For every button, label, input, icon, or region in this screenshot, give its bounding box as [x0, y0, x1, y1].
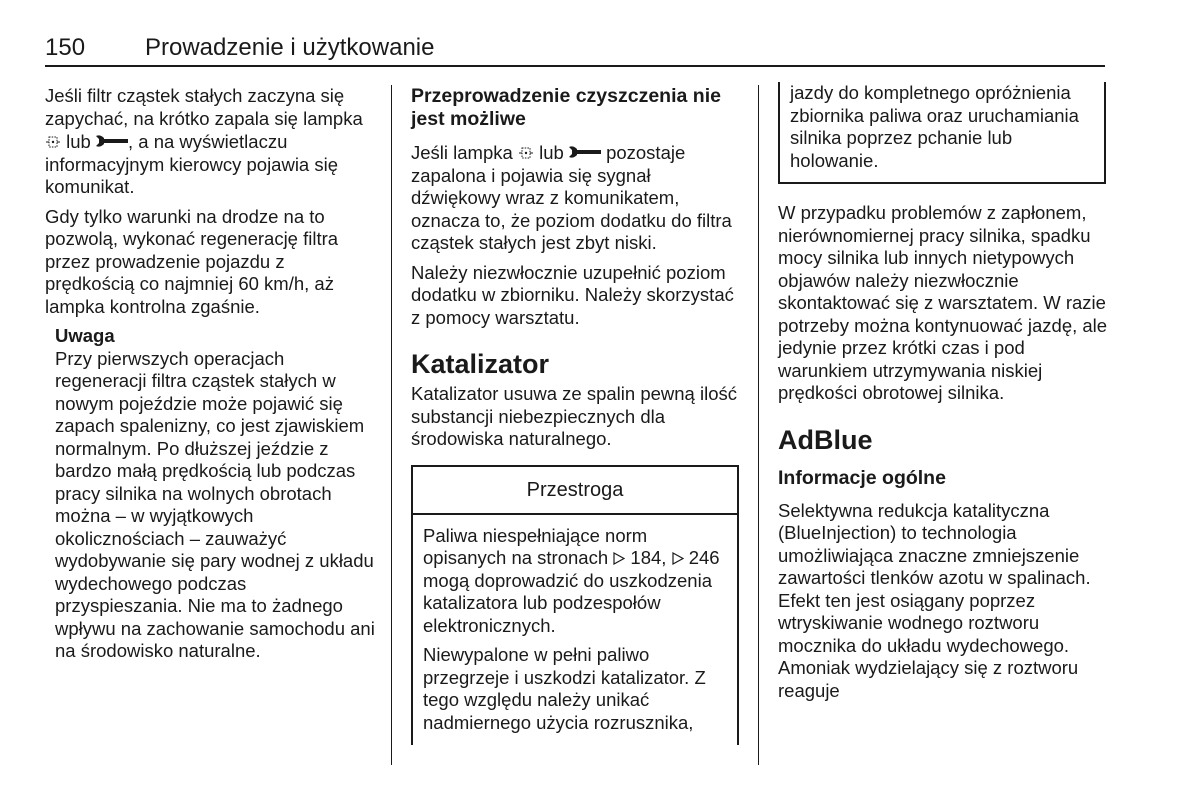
column-divider [758, 85, 759, 765]
text: Jeśli lampka [411, 142, 513, 163]
paragraph: Katalizator usuwa ze spalin pewną ilość substancji niebezpiecznych dla środowiska naturalnego. [411, 383, 737, 449]
wrench-icon [569, 141, 601, 153]
note-title: Uwaga [55, 325, 115, 346]
text: mogą doprowadzić do uszkodzenia katalizatora lub podzespołów elektronicznych. [423, 569, 712, 636]
column-2 [411, 85, 741, 745]
page-reference-arrow-icon [613, 548, 625, 561]
page-header [45, 32, 1105, 66]
text: Jeśli filtr cząstek stałych zaczyna się zapychać, na krótko zapala się lampka [45, 85, 363, 129]
paragraph [45, 85, 375, 199]
caution-body [413, 515, 737, 735]
text: lub [66, 131, 91, 152]
paragraph: Należy niezwłocznie uzupełnić poziom dodatku w zbiorniku. Należy skorzystać z pomocy warsztatu. [411, 261, 734, 328]
wrench-icon [96, 130, 128, 142]
text: Paliwa niespełniające norm opisanych na stronach [423, 524, 648, 568]
paragraph [423, 525, 727, 638]
paragraph: Selektywna redukcja katalityczna (BlueInjection) to technologia umożliwiająca znaczne zmniejszenie zawartości tlenków azotu w spalinach. Efekt ten jest osiągany poprzez wtryskiwanie wodnego roztworu mocznika do układu wydechowego. Amoniak wydzielający się z roztworu reaguje [778, 499, 1091, 701]
page-reference-link[interactable]: 184, [630, 547, 667, 568]
note-body: Przy pierwszych operacjach regeneracji filtra cząstek stałych w nowym pojeździe może pojawić się zapach spalenizny, co jest zjawiskiem normalnym. Po dłuższej jeździe z bardzo małą prędkością lub podczas pracy silnika na wolnych obrotach można – w wyjątkowych okolicznościach – zauważyć wydobywanie się pary wodnej z układu wydechowego podczas przyspieszania. Nie ma to żadnego wpływu na zachowanie samochodu ani na środowisko naturalne. [55, 347, 375, 661]
page-reference-link[interactable]: 246 [688, 547, 720, 568]
chapter-heading: Katalizator [411, 349, 550, 379]
text: pozostaje zapalona i pojawia się sygnał dźwiękowy wraz z komunikatem, oznacza to, że poziom dodatku do filtra cząstek stałych jest zbyt niski. [411, 142, 732, 253]
caution-box [411, 465, 739, 745]
column-3 [778, 82, 1108, 709]
paragraph: W przypadku problemów z zapłonem, nierównomiernej pracy silnika, spadku mocy silnika lub innych nietypowych objawów należy niezwłocznie skontaktować się z warsztatem. W razie potrzeby można kontynuować jazdę, ale jedynie przez krótki czas i pod warunkiem utrzymywania niskiej prędkości obrotowej silnika. [778, 202, 1108, 403]
paragraph: Niewypalone w pełni paliwo przegrzeje i uszkodzi katalizator. Z tego względu należy unikać nadmiernego użycia rozrusznika, [423, 644, 706, 733]
caution-box-continued [778, 82, 1106, 184]
text: lub [539, 142, 564, 163]
particulate-filter-lamp-icon [45, 132, 61, 146]
text: , a na wyświetlaczu informacyjnym kierowcy pojawia się komunikat. [45, 131, 339, 197]
section-heading: Przeprowadzenie czyszczenia nie jest możliwe [411, 85, 721, 130]
chapter-heading: AdBlue [778, 424, 873, 455]
page-reference-arrow-icon [672, 548, 684, 561]
particulate-filter-lamp-icon [518, 143, 534, 157]
section-heading: Informacje ogólne [778, 466, 946, 489]
header-rule [45, 65, 1105, 67]
caution-title: Przestroga [413, 467, 737, 515]
page-title: Prowadzenie i użytkowanie [145, 34, 435, 61]
column-divider [391, 85, 392, 765]
note-block [55, 325, 375, 663]
column-1 [45, 85, 375, 670]
page-number: 150 [45, 34, 86, 61]
paragraph [411, 141, 741, 255]
paragraph: Gdy tylko warunki na drodze na to pozwolą, wykonać regenerację filtra przez prowadzenie pojazdu z prędkością co najmniej 60 km/h, aż lampka kontrolna zgaśnie. [45, 205, 339, 317]
paragraph: jazdy do kompletnego opróżnienia zbiornika paliwa oraz uruchamiania silnika poprzez pchanie lub holowanie. [790, 82, 1079, 171]
